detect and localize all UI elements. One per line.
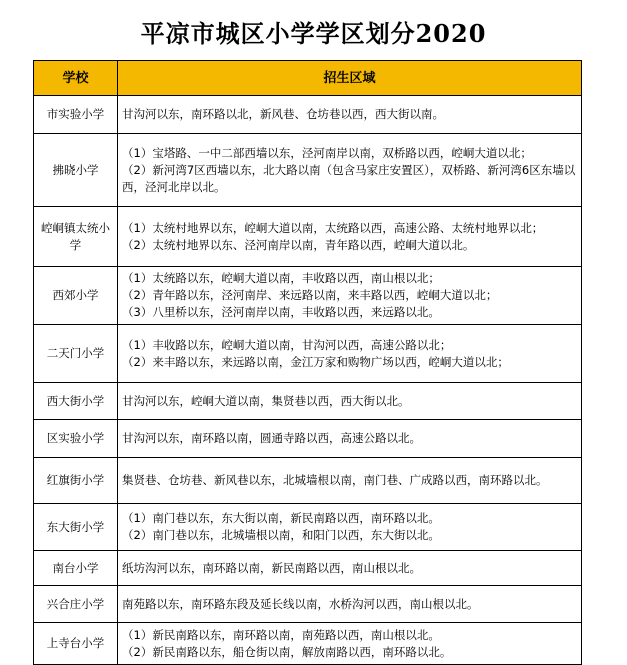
school-name: 西大街小学 bbox=[34, 383, 118, 420]
area-cell bbox=[118, 504, 582, 551]
school-name: 东大街小学 bbox=[34, 504, 118, 551]
area-line: 甘沟河以东，崆峒大道以南，集贤巷以西，西大街以北。 bbox=[122, 393, 410, 408]
table-row bbox=[34, 586, 582, 623]
area-line: （2）新民南路以东，船仓街以南，解放南路以西，南环路以北。 bbox=[122, 644, 452, 659]
area-line: 甘沟河以东，南环路以北，新风巷、仓坊巷以西，西大街以南。 bbox=[122, 107, 444, 121]
school-name: 上寺台小学 bbox=[34, 623, 118, 665]
area-line: （1）新民南路以东，南环路以南，南苑路以西，南山根以北。 bbox=[122, 627, 440, 642]
table-header-row bbox=[34, 61, 582, 96]
area-cell bbox=[118, 325, 582, 383]
area-cell bbox=[118, 383, 582, 420]
area-cell bbox=[118, 551, 582, 586]
school-name: 兴合庄小学 bbox=[34, 586, 118, 623]
area-cell bbox=[118, 96, 582, 134]
area-line: 纸坊沟河以东，南环路以南，新民南路以西，南山根以北。 bbox=[122, 560, 421, 575]
area-line: （1）太统村地界以东，崆峒大道以南，太统路以西，高速公路、太统村地界以北； bbox=[122, 220, 544, 235]
area-cell bbox=[118, 420, 582, 458]
school-name: 南台小学 bbox=[34, 551, 118, 586]
table-row bbox=[34, 96, 582, 134]
school-name: 二天门小学 bbox=[34, 325, 118, 383]
school-name: 西郊小学 bbox=[34, 267, 118, 325]
area-line: 甘沟河以东，南环路以南，圆通寺路以西，高速公路以北。 bbox=[122, 431, 421, 445]
header-school: 学校 bbox=[34, 61, 118, 96]
page-title: 平凉市城区小学学区划分2020 bbox=[140, 19, 487, 48]
area-cell bbox=[118, 207, 582, 267]
table-row bbox=[34, 325, 582, 383]
area-line: （2）青年路以东，泾河南岸、来远路以南，来丰路以西，崆峒大道以北； bbox=[122, 288, 498, 302]
table-row bbox=[34, 267, 582, 325]
table-row bbox=[34, 551, 582, 586]
school-name: 红旗街小学 bbox=[34, 458, 118, 504]
area-line: （3）八里桥以东，泾河南岸以南，丰收路以西，来远路以北。 bbox=[122, 305, 440, 319]
area-line: 集贤巷、仓坊巷、新风巷以东，北城墙根以南，南门巷、广成路以西，南环路以北。 bbox=[122, 473, 548, 487]
table-row bbox=[34, 134, 582, 207]
header-area: 招生区域 bbox=[118, 61, 582, 96]
table-row bbox=[34, 504, 582, 551]
area-line: （2）太统村地界以东、泾河南岸以南，青年路以西，崆峒大道以北。 bbox=[122, 237, 475, 252]
area-line: （2）来丰路以东，来远路以南，金江万家和购物广场以西，崆峒大道以北； bbox=[122, 354, 509, 369]
school-name: 崆峒镇太统小学 bbox=[34, 207, 118, 267]
school-name: 市实验小学 bbox=[34, 96, 118, 134]
area-line: （2）新河湾7区西墙以东，北大路以南（包含马家庄安置区），双桥路、新河湾6区东墙以西，泾河北岸以北。 bbox=[122, 162, 576, 194]
table-row bbox=[34, 458, 582, 504]
district-table bbox=[33, 60, 582, 665]
area-cell bbox=[118, 458, 582, 504]
table-row bbox=[34, 623, 582, 665]
area-cell bbox=[118, 134, 582, 207]
area-cell bbox=[118, 586, 582, 623]
area-line: （1）太统路以东，崆峒大道以南，丰收路以西，南山根以北； bbox=[122, 271, 440, 285]
area-cell bbox=[118, 623, 582, 665]
table-row bbox=[34, 207, 582, 267]
area-line: （1）丰收路以东，崆峒大道以南，甘沟河以西，高速公路以北； bbox=[122, 337, 452, 352]
table-row bbox=[34, 383, 582, 420]
area-line: （2）南门巷以东，北城墙根以南，和阳门以西，东大街以北。 bbox=[122, 528, 440, 542]
school-name: 拂晓小学 bbox=[34, 134, 118, 207]
school-name: 区实验小学 bbox=[34, 420, 118, 458]
area-cell bbox=[118, 267, 582, 325]
area-line: （1）南门巷以东，东大街以南，新民南路以西，南环路以北。 bbox=[122, 511, 440, 525]
area-line: 南苑路以东，南环路东段及延长线以南，水桥沟河以西，南山根以北。 bbox=[122, 596, 479, 611]
area-line: （1）宝塔路、一中二部西墙以东，泾河南岸以南，双桥路以西，崆峒大道以北； bbox=[122, 145, 532, 160]
table-row bbox=[34, 420, 582, 458]
